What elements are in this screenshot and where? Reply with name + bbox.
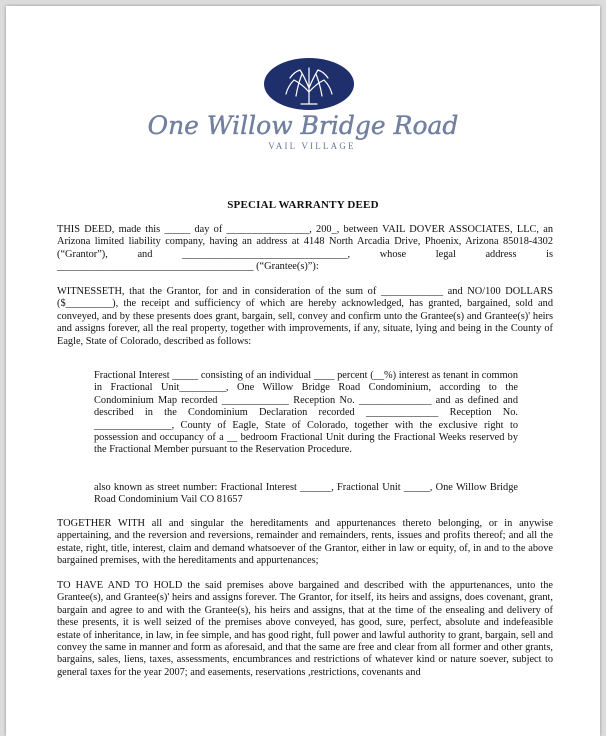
brand-subtitle-text: VAIL VILLAGE [268, 141, 356, 151]
fractional-interest-paragraph: Fractional Interest _____ consisting of an individual ____ percent (__%) interest as tenant in common in Fractional Unit_________, One Willow Bridge Road Condominium, according to the Condominium Map recorded _____________ Reception No. ______________ and as defined and described in the Condominium Declaration recorded ______________ Reception No. _______________, County of Eagle, State of Colorado, together with the exclusive right to possession and occupancy of a __ bedroom Fractional Unit during the Fractional Weeks reserved by the Fractional Member pursuant to the Reservation Procedure. [94, 370, 518, 456]
document-page [6, 6, 600, 736]
one-willow-bridge-road-logo [6, 6, 600, 156]
street-address-paragraph: also known as street number: Fractional Interest ______, Fractional Unit _____, One Willow Bridge Road Condominium Vail CO 81657 [94, 482, 518, 506]
document-title: SPECIAL WARRANTY DEED [227, 199, 379, 211]
witnesseth-paragraph: WITNESSETH, that the Grantor, for and in consideration of the sum of ____________ and NO/100 DOLLARS ($_________), the receipt and sufficiency of which are hereby acknowledged, has granted, bargained, sold and conveyed, and by these presents does grant, bargain, sell, convey and confirm unto the Grantee(s) and Grantee(s)' heirs and assigns forever, all the real property, together with improvements, if any, situate, lying and being in the County of Eagle, State of Colorado, described as follows: [57, 286, 553, 347]
to-have-and-to-hold-paragraph: TO HAVE AND TO HOLD the said premises above bargained and described with the appurtenances, unto the Grantee(s), and Grantee(s)' heirs and assigns forever. The Grantor, for itself, its heirs and assigns, does covenant, grant, bargain and agree to and with the Grantee(s), his heirs and assigns, that at the time of the ensealing and delivery of these presents, it is well seized of the premises above conveyed, has good, sure, perfect, absolute and indefeasible estate of inheritance, in law, in fee simple, and has good right, full power and lawful authority to grant, bargain, sell and convey the same in manner and form as aforesaid, and that the same are free and clear from all former and other grants, bargains, sales, liens, taxes, assessments, encumbrances and restrictions of whatever kind or nature soever, subject to general taxes for the year 2007; and easements, reservations ,restrictions, covenants and [57, 580, 553, 678]
deed-parties-paragraph: THIS DEED, made this _____ day of ________________, 200_, between VAIL DOVER ASSOCIATES, LLC, an Arizona limited liability company, having an address at 4148 North Arcadia Drive, Phoenix, Arizona 85018-4302 (“Grantor”), and ________________________________, whose legal address is ______________________________________ (“Grantee(s)”): [57, 224, 553, 273]
brand-script-text: One Willow Bridge Road [147, 111, 459, 140]
together-with-paragraph: TOGETHER WITH all and singular the hereditaments and appurtenances thereto belonging, or in anywise appertaining, and the reversion and reversions, remainder and remainders, rents, issues and profits thereof; and all the estate, right, title, interest, claim and demand whatsoever of the Grantor, either in law or equity, of, in and to the above bargained premises, with the hereditaments and appurtenances; [57, 518, 553, 567]
